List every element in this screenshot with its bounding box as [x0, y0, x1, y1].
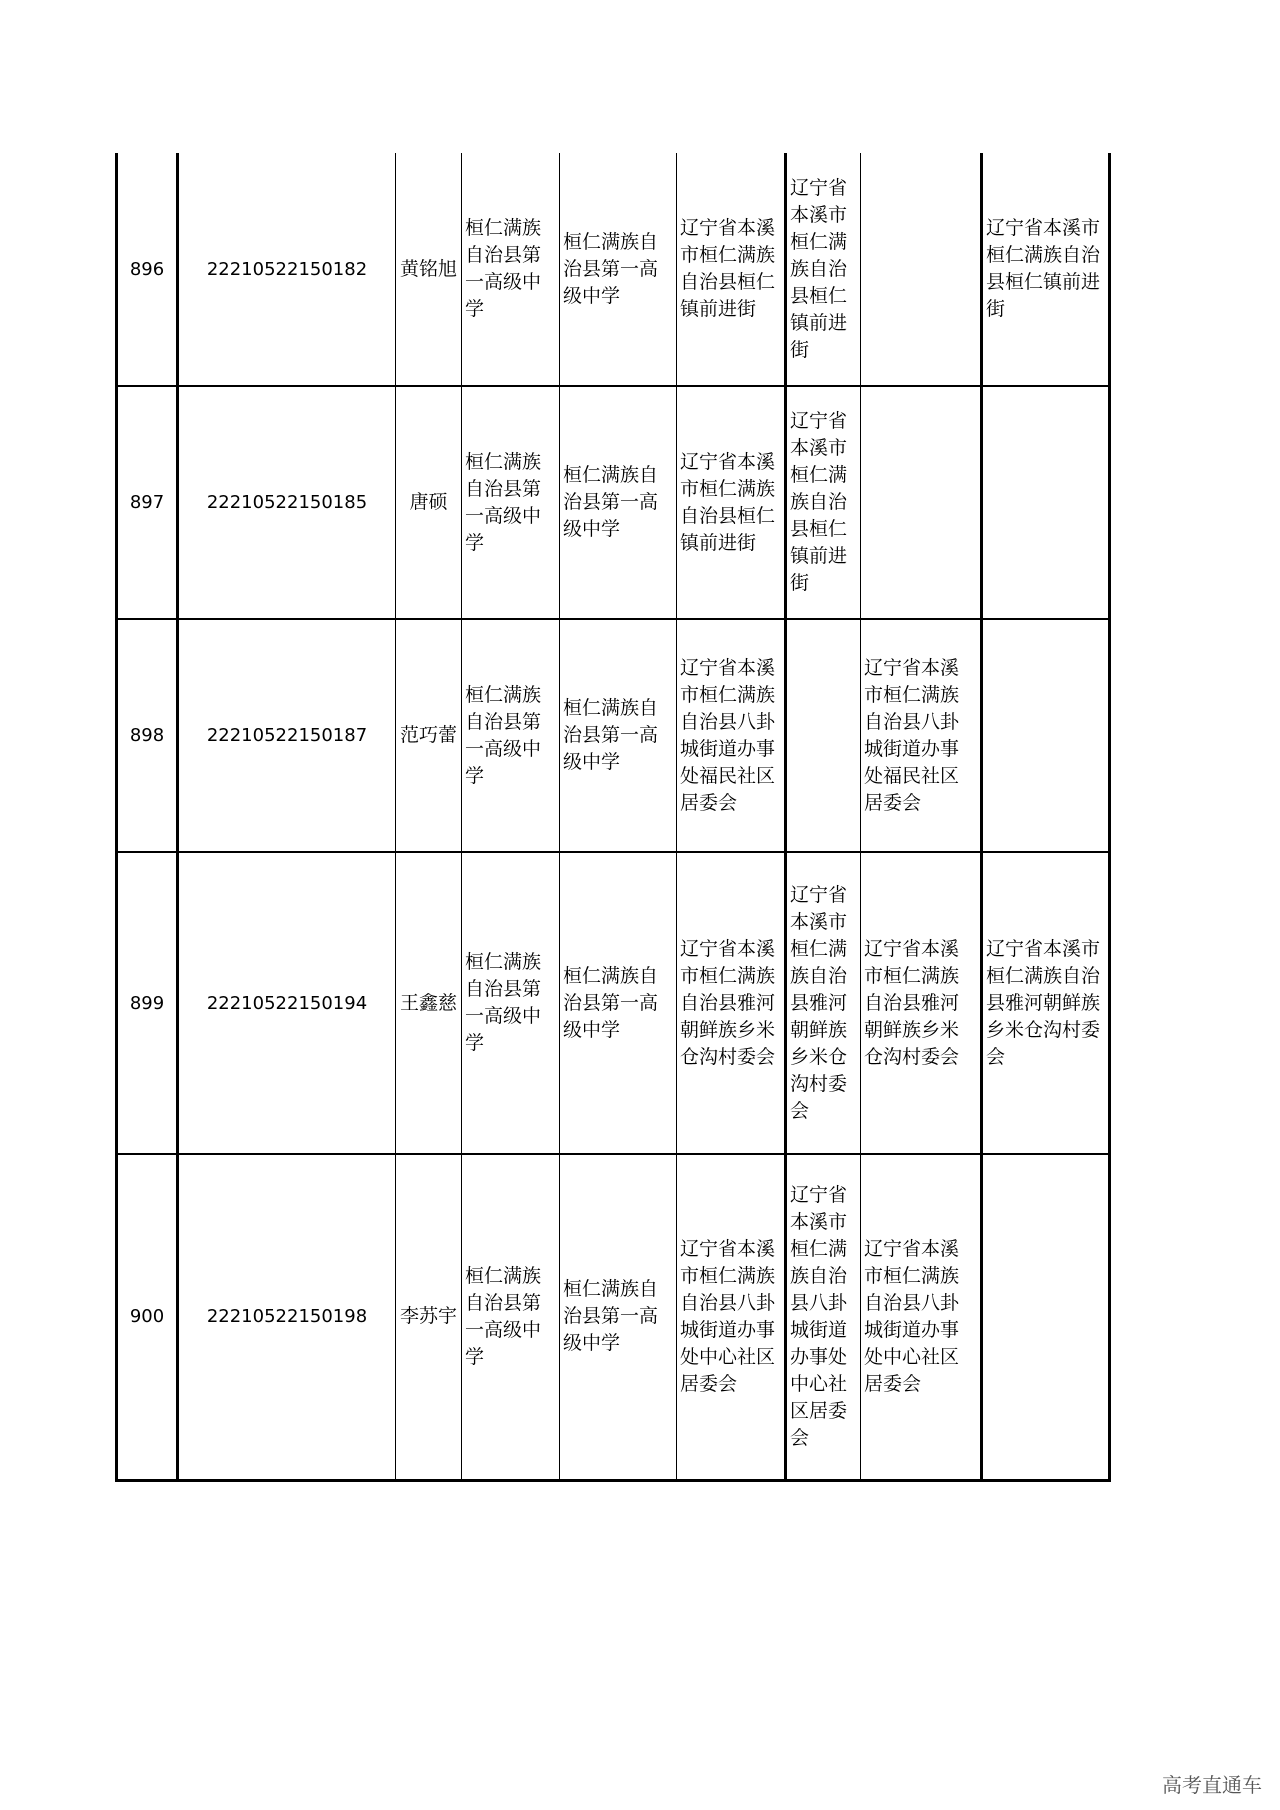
cell-school: 桓仁满族自治县第一高级中学 — [462, 852, 560, 1154]
watermark-text: 高考直通车 — [1162, 1773, 1262, 1797]
cell-name: 李苏宇 — [396, 1154, 462, 1480]
cell-address-4: 辽宁省本溪市桓仁满族自治县桓仁镇前进街 — [982, 153, 1110, 386]
cell-address-2 — [786, 619, 861, 852]
cell-school-2: 桓仁满族自治县第一高级中学 — [560, 1154, 677, 1480]
cell-name: 唐硕 — [396, 386, 462, 619]
cell-exam-id: 22210522150198 — [178, 1154, 396, 1480]
cell-school: 桓仁满族自治县第一高级中学 — [462, 1154, 560, 1480]
cell-number: 897 — [117, 386, 178, 619]
cell-number: 898 — [117, 619, 178, 852]
cell-address-4 — [982, 619, 1110, 852]
cell-school: 桓仁满族自治县第一高级中学 — [462, 619, 560, 852]
cell-address-4 — [982, 386, 1110, 619]
cell-number: 900 — [117, 1154, 178, 1480]
cell-school: 桓仁满族自治县第一高级中学 — [462, 153, 560, 386]
cell-school-2: 桓仁满族自治县第一高级中学 — [560, 619, 677, 852]
cell-address-4 — [982, 1154, 1110, 1480]
table-row — [117, 386, 1110, 619]
cell-name: 范巧蕾 — [396, 619, 462, 852]
cell-address-3: 辽宁省本溪市桓仁满族自治县雅河朝鲜族乡米仓沟村委会 — [861, 852, 982, 1154]
cell-address-1: 辽宁省本溪市桓仁满族自治县雅河朝鲜族乡米仓沟村委会 — [677, 852, 786, 1154]
cell-exam-id: 22210522150185 — [178, 386, 396, 619]
cell-address-2: 辽宁省本溪市桓仁满族自治县桓仁镇前进街 — [786, 153, 861, 386]
cell-name: 黄铭旭 — [396, 153, 462, 386]
cell-address-3: 辽宁省本溪市桓仁满族自治县八卦城街道办事处福民社区居委会 — [861, 619, 982, 852]
table-row — [117, 153, 1110, 386]
cell-address-4: 辽宁省本溪市桓仁满族自治县雅河朝鲜族乡米仓沟村委会 — [982, 852, 1110, 1154]
table-row — [117, 619, 1110, 852]
table-row — [117, 1154, 1110, 1480]
cell-exam-id: 22210522150187 — [178, 619, 396, 852]
cell-address-3 — [861, 386, 982, 619]
cell-address-1: 辽宁省本溪市桓仁满族自治县桓仁镇前进街 — [677, 153, 786, 386]
student-table — [115, 153, 1111, 1482]
cell-school-2: 桓仁满族自治县第一高级中学 — [560, 386, 677, 619]
cell-address-2: 辽宁省本溪市桓仁满族自治县桓仁镇前进街 — [786, 386, 861, 619]
cell-address-2: 辽宁省本溪市桓仁满族自治县八卦城街道办事处中心社区居委会 — [786, 1154, 861, 1480]
table-row — [117, 852, 1110, 1154]
cell-exam-id: 22210522150194 — [178, 852, 396, 1154]
cell-name: 王鑫慈 — [396, 852, 462, 1154]
cell-address-3: 辽宁省本溪市桓仁满族自治县八卦城街道办事处中心社区居委会 — [861, 1154, 982, 1480]
cell-address-1: 辽宁省本溪市桓仁满族自治县桓仁镇前进街 — [677, 386, 786, 619]
cell-school: 桓仁满族自治县第一高级中学 — [462, 386, 560, 619]
cell-school-2: 桓仁满族自治县第一高级中学 — [560, 153, 677, 386]
cell-address-1: 辽宁省本溪市桓仁满族自治县八卦城街道办事处中心社区居委会 — [677, 1154, 786, 1480]
cell-address-1: 辽宁省本溪市桓仁满族自治县八卦城街道办事处福民社区居委会 — [677, 619, 786, 852]
cell-number: 899 — [117, 852, 178, 1154]
cell-number: 896 — [117, 153, 178, 386]
cell-school-2: 桓仁满族自治县第一高级中学 — [560, 852, 677, 1154]
cell-address-2: 辽宁省本溪市桓仁满族自治县雅河朝鲜族乡米仓沟村委会 — [786, 852, 861, 1154]
cell-address-3 — [861, 153, 982, 386]
cell-exam-id: 22210522150182 — [178, 153, 396, 386]
